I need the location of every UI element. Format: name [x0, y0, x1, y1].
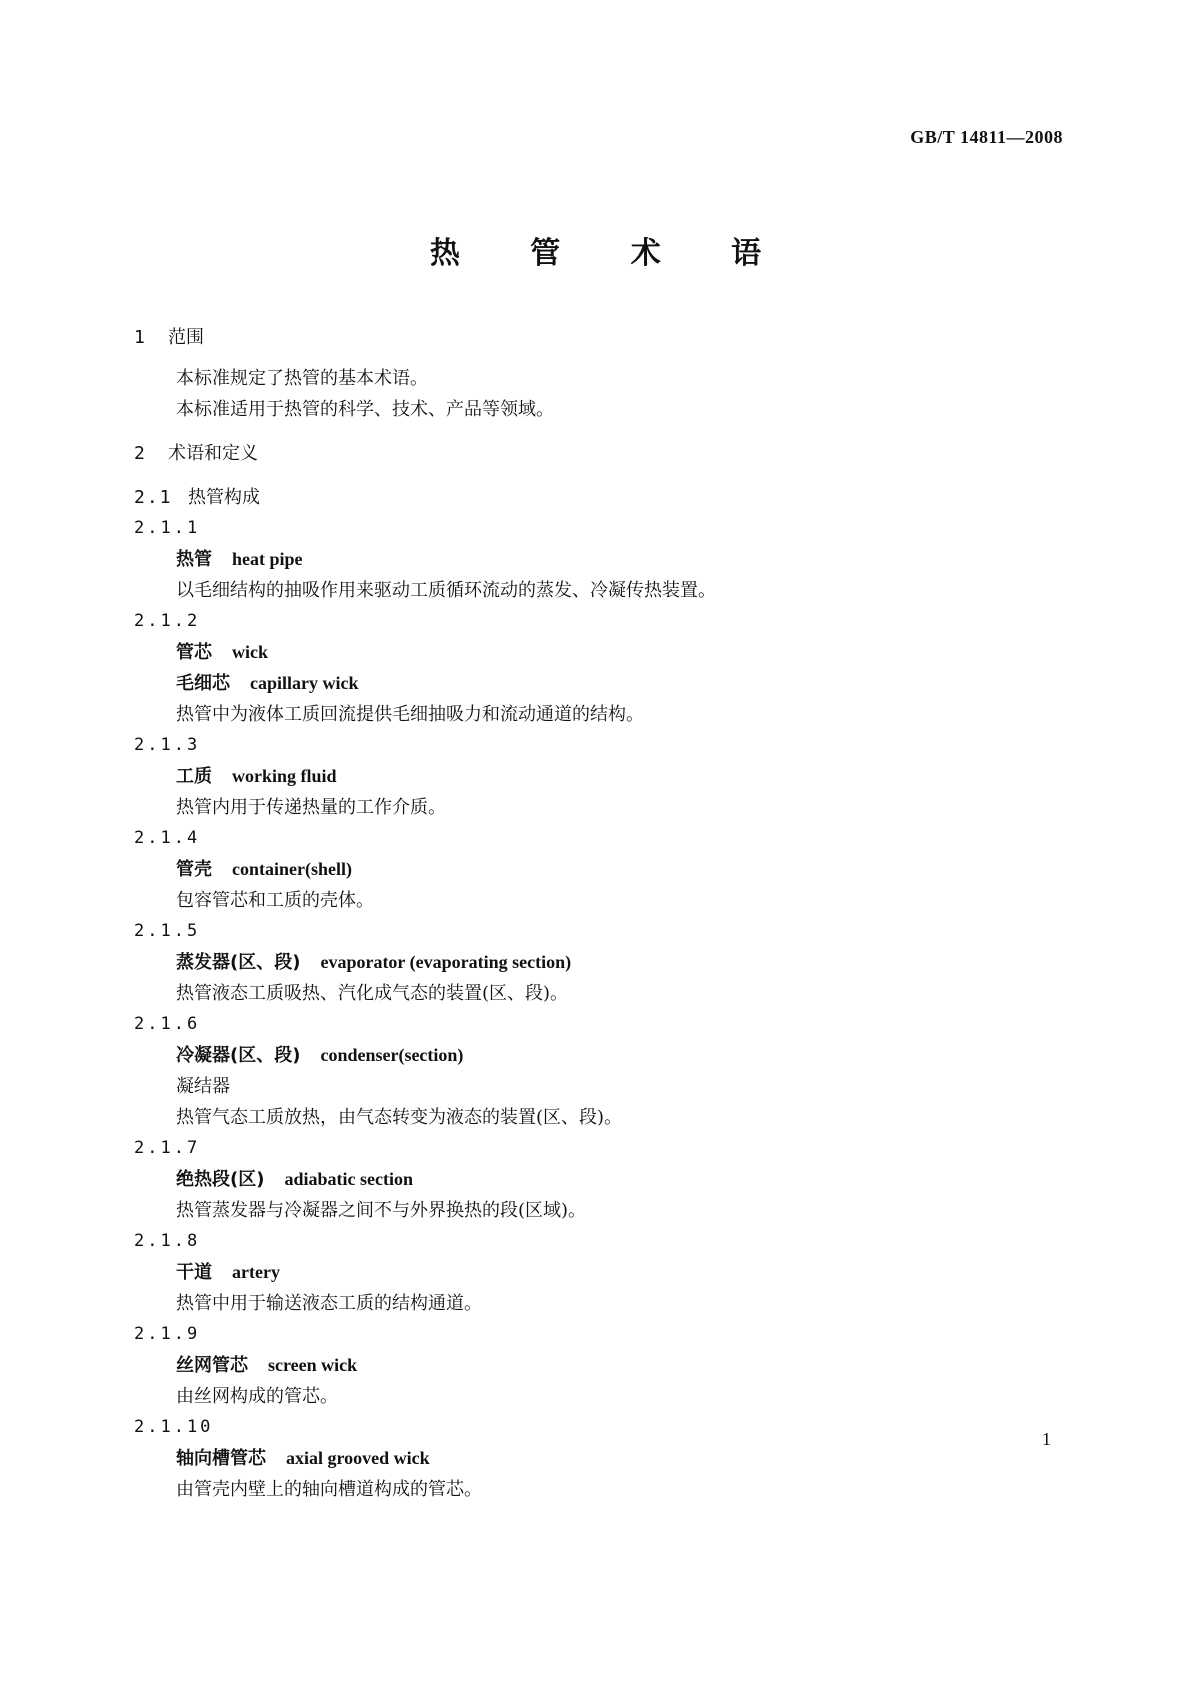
term-chinese: 干道 — [176, 1262, 212, 1283]
paragraph: 本标准规定了热管的基本术语。 — [176, 368, 428, 389]
term-entry — [134, 606, 1064, 730]
section-number: 2 — [134, 443, 147, 464]
term-row — [134, 1350, 1064, 1381]
term-definition: 以毛细结构的抽吸作用来驱动工质循环流动的蒸发、冷凝传热装置。 — [176, 580, 716, 601]
section-heading — [134, 323, 1064, 353]
document-title: 热 管 术 语 — [429, 236, 792, 271]
section-heading — [134, 439, 1064, 469]
term-english: working fluid — [232, 766, 337, 786]
term-row — [134, 854, 1064, 885]
term-row — [134, 761, 1064, 792]
term-row — [134, 1164, 1064, 1195]
term-definition: 包容管芯和工质的壳体。 — [176, 890, 374, 911]
term-definition: 热管气态工质放热，由气态转变为液态的装置(区、段)。 — [176, 1107, 623, 1128]
term-chinese: 热管 — [176, 549, 212, 570]
standard-code: GB/T 14811—2008 — [910, 127, 1063, 147]
term-definition: 热管中为液体工质回流提供毛细抽吸力和流动通道的结构。 — [176, 704, 644, 725]
term-definition: 热管液态工质吸热、汽化成气态的装置(区、段)。 — [176, 983, 569, 1004]
term-chinese: 冷凝器(区、段) — [176, 1045, 301, 1066]
term-entry — [134, 1226, 1064, 1319]
term-english: container(shell) — [232, 859, 352, 879]
clause-number: 2.1.4 — [134, 828, 201, 848]
subsection-title: 热管构成 — [188, 487, 260, 508]
term-entry — [134, 823, 1064, 916]
subsection-heading — [134, 483, 1064, 513]
term-english: condenser(section) — [320, 1045, 464, 1065]
page-number: 1 — [1042, 1429, 1051, 1449]
term-english: wick — [232, 642, 268, 662]
clause-number: 2.1.6 — [134, 1014, 201, 1034]
term-entry — [134, 1133, 1064, 1226]
section-title: 术语和定义 — [168, 443, 258, 464]
term-row — [134, 1040, 1064, 1071]
term-entry — [134, 1319, 1064, 1412]
term-english: heat pipe — [232, 549, 303, 569]
term-chinese: 绝热段(区) — [176, 1169, 265, 1190]
term-english: adiabatic section — [284, 1169, 413, 1189]
term-row — [134, 637, 1064, 668]
term-english: capillary wick — [250, 673, 359, 693]
term-definition: 热管蒸发器与冷凝器之间不与外界换热的段(区域)。 — [176, 1200, 587, 1221]
term-row — [134, 947, 1064, 978]
clause-number: 2.1.3 — [134, 735, 201, 755]
term-chinese: 蒸发器(区、段) — [176, 952, 301, 973]
clause-number: 2.1.8 — [134, 1231, 201, 1251]
term-entry — [134, 730, 1064, 823]
document-body — [134, 323, 1064, 1505]
term-row — [134, 668, 1064, 699]
term-synonym: 凝结器 — [176, 1076, 230, 1097]
term-definition: 由管壳内壁上的轴向槽道构成的管芯。 — [176, 1479, 482, 1500]
term-english: screen wick — [268, 1355, 358, 1375]
term-entry — [134, 513, 1064, 606]
term-row — [134, 544, 1064, 575]
clause-number: 2.1.9 — [134, 1324, 201, 1344]
section-title: 范围 — [168, 327, 204, 348]
term-english: axial grooved wick — [286, 1448, 430, 1468]
term-definition: 由丝网构成的管芯。 — [176, 1386, 338, 1407]
subsection-number: 2.1 — [134, 487, 173, 508]
term-chinese: 工质 — [176, 766, 212, 787]
term-chinese: 管芯 — [176, 642, 212, 663]
term-chinese: 毛细芯 — [176, 673, 230, 694]
section-number: 1 — [134, 327, 147, 348]
clause-number: 2.1.2 — [134, 611, 201, 631]
clause-number: 2.1.7 — [134, 1138, 201, 1158]
clause-number: 2.1.10 — [134, 1417, 214, 1437]
term-definition: 热管内用于传递热量的工作介质。 — [176, 797, 446, 818]
term-entry — [134, 1009, 1064, 1133]
term-english: artery — [232, 1262, 280, 1282]
term-chinese: 丝网管芯 — [176, 1355, 248, 1376]
term-english: evaporator (evaporating section) — [320, 952, 572, 972]
term-row — [134, 1257, 1064, 1288]
term-definition: 热管中用于输送液态工质的结构通道。 — [176, 1293, 482, 1314]
clause-number: 2.1.5 — [134, 921, 201, 941]
term-chinese: 轴向槽管芯 — [176, 1448, 266, 1469]
term-row — [134, 1443, 1064, 1474]
term-entry — [134, 916, 1064, 1009]
term-chinese: 管壳 — [176, 859, 212, 880]
paragraph: 本标准适用于热管的科学、技术、产品等领域。 — [176, 399, 554, 420]
term-list — [134, 513, 1064, 1505]
term-entry — [134, 1412, 1064, 1505]
clause-number: 2.1.1 — [134, 518, 201, 538]
